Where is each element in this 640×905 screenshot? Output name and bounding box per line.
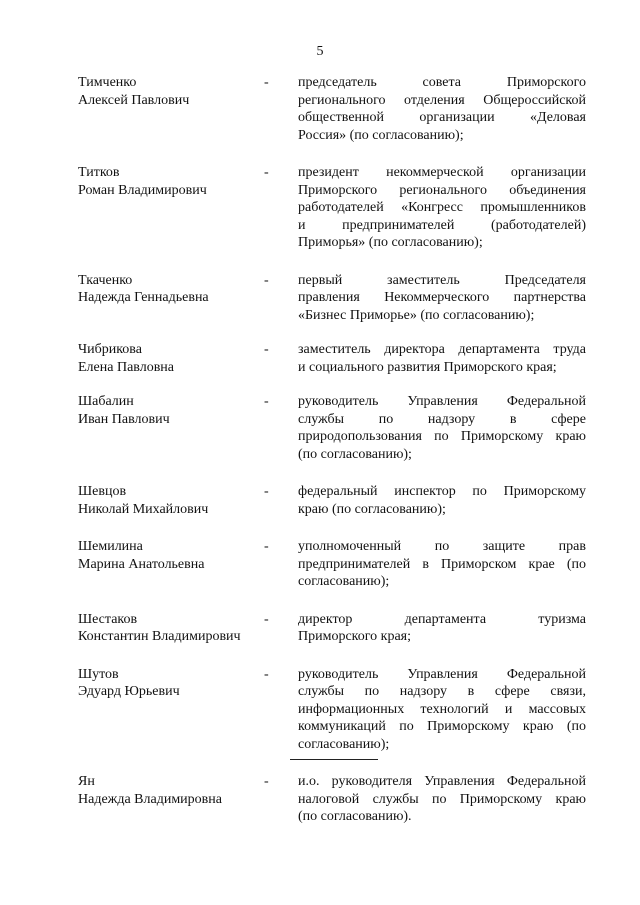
member-entry xyxy=(78,74,586,144)
member-surname: Шутов xyxy=(78,666,119,682)
position-line: службы по надзору в сфере xyxy=(298,411,586,427)
member-surname: Титков xyxy=(78,165,120,180)
member-given-names: Алексей Павлович xyxy=(78,92,190,108)
entry-dash: - xyxy=(264,774,269,789)
member-entry xyxy=(78,483,586,518)
commission-member-list xyxy=(78,74,586,826)
member-given-names: Елена Павловна xyxy=(78,359,175,375)
member-name xyxy=(78,341,264,376)
position-line: президент некоммерческой организации xyxy=(298,165,586,180)
member-name xyxy=(78,666,264,701)
position-line: и предпринимателей (работодателей) xyxy=(298,217,586,233)
position-line: руководитель Управления Федеральной xyxy=(298,394,586,409)
member-given-names: Надежда Геннадьевна xyxy=(78,290,209,305)
member-position xyxy=(298,483,586,518)
member-given-names: Надежда Владимировна xyxy=(78,791,222,807)
member-position xyxy=(298,538,586,591)
member-position xyxy=(298,611,586,646)
member-name xyxy=(78,611,264,646)
member-surname: Шевцов xyxy=(78,484,127,499)
member-given-names: Роман Владимирович xyxy=(78,182,207,198)
position-line: заместитель директора департамента труда xyxy=(298,342,586,357)
member-position xyxy=(298,393,586,463)
member-surname: Шемилина xyxy=(78,539,143,554)
position-line: Приморского регионального объединения xyxy=(298,182,586,198)
member-entry xyxy=(78,164,586,252)
position-line: общественной организации «Деловая xyxy=(298,110,586,125)
member-entry xyxy=(78,538,586,591)
member-entry xyxy=(78,773,586,826)
member-position xyxy=(298,341,586,376)
member-entry xyxy=(78,341,586,376)
position-line: и.о. руководителя Управления Федеральной xyxy=(298,774,586,789)
member-surname: Чибрикова xyxy=(78,342,142,357)
entry-dash: - xyxy=(264,539,269,554)
member-name xyxy=(78,773,264,808)
position-line: федеральный инспектор по Приморскому xyxy=(298,484,586,499)
member-position xyxy=(298,74,586,144)
member-name xyxy=(78,74,264,109)
page-number: 5 xyxy=(316,44,324,59)
entry-dash: - xyxy=(264,484,269,499)
position-line: согласованию); xyxy=(298,736,390,752)
position-line: регионального отделения Общероссийской xyxy=(298,92,586,108)
position-line: природопользования по Приморскому краю xyxy=(298,429,586,444)
position-line: первый заместитель Председателя xyxy=(298,272,586,288)
member-position xyxy=(298,164,586,252)
member-name xyxy=(78,164,264,199)
entry-dash: - xyxy=(264,394,269,409)
position-line: работодателей «Конгресс промышленников xyxy=(298,200,586,215)
position-line: налоговой службы по Приморскому краю xyxy=(298,791,586,807)
member-position xyxy=(298,666,586,754)
member-entry xyxy=(78,611,586,646)
member-entry xyxy=(78,272,586,325)
position-line: «Бизнес Приморье» (по согласованию); xyxy=(298,307,535,323)
entry-dash: - xyxy=(264,75,269,90)
member-position xyxy=(298,272,586,325)
position-line: Приморского края; xyxy=(298,629,412,644)
position-line: информационных технологий и массовых xyxy=(298,701,586,717)
member-surname: Шестаков xyxy=(78,611,138,627)
end-of-list-rule xyxy=(290,759,378,760)
position-line: председатель совета Приморского xyxy=(298,75,586,90)
position-line: Россия» (по согласованию); xyxy=(298,127,464,143)
position-line: уполномоченный по защите прав xyxy=(298,539,586,554)
member-surname: Шабалин xyxy=(78,394,134,409)
member-given-names: Николай Михайлович xyxy=(78,501,209,517)
position-line: и социального развития Приморского края; xyxy=(298,359,557,375)
member-surname: Тимченко xyxy=(78,75,137,90)
position-line: краю (по согласованию); xyxy=(298,501,446,517)
position-line: службы по надзору в сфере связи, xyxy=(298,684,586,699)
entry-dash: - xyxy=(264,165,269,180)
member-surname: Ян xyxy=(78,774,95,789)
position-line: правления Некоммерческого партнерства xyxy=(298,290,586,305)
position-line: (по согласованию); xyxy=(298,446,412,462)
position-line: директор департамента туризма xyxy=(298,611,586,627)
entry-dash: - xyxy=(264,272,269,288)
position-line: согласованию); xyxy=(298,574,390,589)
member-position xyxy=(298,773,586,826)
member-given-names: Марина Анатольевна xyxy=(78,556,205,572)
position-line: (по согласованию). xyxy=(298,809,412,824)
member-given-names: Эдуард Юрьевич xyxy=(78,684,180,699)
member-given-names: Иван Павлович xyxy=(78,411,170,427)
position-line: руководитель Управления Федеральной xyxy=(298,666,586,682)
entry-dash: - xyxy=(264,611,269,627)
member-name xyxy=(78,538,264,573)
entry-dash: - xyxy=(264,666,269,682)
position-line: Приморья» (по согласованию); xyxy=(298,235,483,250)
position-line: предпринимателей в Приморском крае (по xyxy=(298,556,586,572)
member-given-names: Константин Владимирович xyxy=(78,629,241,644)
member-entry xyxy=(78,666,586,754)
member-name xyxy=(78,272,264,307)
entry-dash: - xyxy=(264,342,269,357)
member-entry xyxy=(78,393,586,463)
member-name xyxy=(78,483,264,518)
member-name xyxy=(78,393,264,428)
member-surname: Ткаченко xyxy=(78,272,133,288)
position-line: коммуникаций по Приморскому краю (по xyxy=(298,719,586,734)
